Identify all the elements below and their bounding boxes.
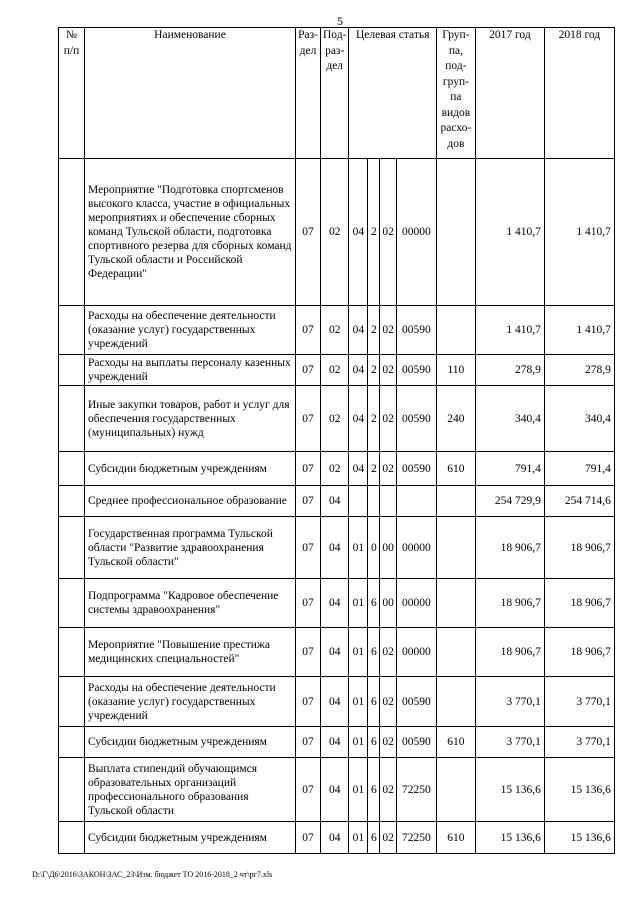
row-name: Мероприятие "Подготовка спортсменов высокого класса, участие в официальных мероприятиях и обеспечение сборных команд Тульской области, подготовка спортивного резерва для сборных команд Тульской области и Российской Федерации" bbox=[85, 159, 296, 306]
row-cs-event: 02 bbox=[380, 386, 397, 452]
row-vid-rashodov bbox=[436, 758, 475, 822]
row-2018: 18 906,7 bbox=[544, 579, 614, 628]
row-vid-rashodov bbox=[436, 677, 475, 727]
row-razdel: 07 bbox=[296, 727, 321, 758]
table-row bbox=[59, 386, 615, 452]
row-vid-rashodov bbox=[436, 517, 475, 579]
row-2017: 791,4 bbox=[475, 452, 544, 486]
row-2017: 254 729,9 bbox=[475, 486, 544, 517]
row-podrazdel: 04 bbox=[321, 758, 349, 822]
row-2018: 791,4 bbox=[544, 452, 614, 486]
row-cs-subprogram: 2 bbox=[368, 355, 380, 386]
row-vid-rashodov bbox=[436, 628, 475, 677]
row-num bbox=[59, 159, 85, 306]
row-cs-direction: 00590 bbox=[396, 727, 436, 758]
row-cs-subprogram: 6 bbox=[368, 758, 380, 822]
row-cs-event: 02 bbox=[380, 727, 397, 758]
row-2017: 18 906,7 bbox=[475, 517, 544, 579]
row-2017: 1 410,7 bbox=[475, 306, 544, 355]
row-num bbox=[59, 758, 85, 822]
table-row bbox=[59, 822, 615, 854]
row-cs-subprogram: 6 bbox=[368, 822, 380, 854]
row-2018: 340,4 bbox=[544, 386, 614, 452]
row-cs-direction: 00590 bbox=[396, 306, 436, 355]
row-cs-event: 02 bbox=[380, 452, 397, 486]
row-razdel: 07 bbox=[296, 452, 321, 486]
row-2018: 1 410,7 bbox=[544, 159, 614, 306]
row-cs-direction: 72250 bbox=[396, 822, 436, 854]
row-name: Подпрограмма "Кадровое обеспечение системы здравоохранения" bbox=[85, 579, 296, 628]
row-num bbox=[59, 727, 85, 758]
row-cs-subprogram bbox=[368, 486, 380, 517]
row-cs-program: 04 bbox=[349, 306, 368, 355]
row-2018: 15 136,6 bbox=[544, 758, 614, 822]
row-name: Выплата стипендий обучающимся образовательных организаций профессионального образования Тульской области bbox=[85, 758, 296, 822]
row-name: Среднее профессиональное образование bbox=[85, 486, 296, 517]
row-name: Расходы на выплаты персоналу казенных учреждений bbox=[85, 355, 296, 386]
row-razdel: 07 bbox=[296, 486, 321, 517]
row-cs-event: 02 bbox=[380, 159, 397, 306]
table-row bbox=[59, 628, 615, 677]
row-cs-subprogram: 2 bbox=[368, 386, 380, 452]
row-razdel: 07 bbox=[296, 517, 321, 579]
row-cs-direction: 00000 bbox=[396, 517, 436, 579]
row-num bbox=[59, 306, 85, 355]
row-vid-rashodov: 610 bbox=[436, 727, 475, 758]
row-cs-event: 02 bbox=[380, 822, 397, 854]
row-2017: 278,9 bbox=[475, 355, 544, 386]
row-cs-subprogram: 6 bbox=[368, 579, 380, 628]
header-name: Наименование bbox=[85, 28, 296, 159]
row-2018: 18 906,7 bbox=[544, 517, 614, 579]
row-name: Субсидии бюджетным учреждениям bbox=[85, 452, 296, 486]
table-row bbox=[59, 355, 615, 386]
row-cs-program: 01 bbox=[349, 758, 368, 822]
row-name: Иные закупки товаров, работ и услуг для обеспечения государственных (муниципальных) нужд bbox=[85, 386, 296, 452]
row-cs-direction: 00590 bbox=[396, 677, 436, 727]
row-cs-event bbox=[380, 486, 397, 517]
row-podrazdel: 04 bbox=[321, 517, 349, 579]
row-2017: 18 906,7 bbox=[475, 628, 544, 677]
row-podrazdel: 04 bbox=[321, 486, 349, 517]
row-num bbox=[59, 677, 85, 727]
row-cs-subprogram: 6 bbox=[368, 628, 380, 677]
row-2018: 18 906,7 bbox=[544, 628, 614, 677]
row-cs-subprogram: 2 bbox=[368, 452, 380, 486]
row-2017: 3 770,1 bbox=[475, 677, 544, 727]
row-cs-direction: 00590 bbox=[396, 452, 436, 486]
row-cs-direction: 00000 bbox=[396, 579, 436, 628]
row-2018: 15 136,6 bbox=[544, 822, 614, 854]
row-name: Государственная программа Тульской области "Развитие здравоохранения Тульской области" bbox=[85, 517, 296, 579]
row-cs-direction: 00000 bbox=[396, 628, 436, 677]
row-2018: 278,9 bbox=[544, 355, 614, 386]
row-2017: 1 410,7 bbox=[475, 159, 544, 306]
row-cs-direction: 72250 bbox=[396, 758, 436, 822]
row-vid-rashodov bbox=[436, 579, 475, 628]
row-2017: 15 136,6 bbox=[475, 822, 544, 854]
row-razdel: 07 bbox=[296, 677, 321, 727]
row-name: Расходы на обеспечение деятельности (оказание услуг) государственных учреждений bbox=[85, 677, 296, 727]
row-razdel: 07 bbox=[296, 758, 321, 822]
row-vid-rashodov: 240 bbox=[436, 386, 475, 452]
row-cs-program: 01 bbox=[349, 727, 368, 758]
table-row bbox=[59, 758, 615, 822]
table-row bbox=[59, 486, 615, 517]
row-podrazdel: 04 bbox=[321, 677, 349, 727]
header-2018: 2018 год bbox=[544, 28, 614, 159]
row-podrazdel: 02 bbox=[321, 355, 349, 386]
row-razdel: 07 bbox=[296, 159, 321, 306]
row-cs-program: 04 bbox=[349, 159, 368, 306]
table-row bbox=[59, 159, 615, 306]
row-cs-event: 02 bbox=[380, 355, 397, 386]
row-vid-rashodov: 610 bbox=[436, 452, 475, 486]
header-2017: 2017 год bbox=[475, 28, 544, 159]
row-num bbox=[59, 386, 85, 452]
row-num bbox=[59, 822, 85, 854]
page-number: 5 bbox=[337, 14, 343, 28]
row-cs-direction: 00590 bbox=[396, 386, 436, 452]
row-cs-subprogram: 2 bbox=[368, 159, 380, 306]
row-cs-program: 04 bbox=[349, 355, 368, 386]
row-podrazdel: 04 bbox=[321, 727, 349, 758]
row-2017: 15 136,6 bbox=[475, 758, 544, 822]
footer-file-path: D:\Г\Д6\2016\ЗАКОН\ЗАС_23\Изм. бюджет ТО 2016-2018_2 чт\рг7.xls bbox=[32, 870, 273, 879]
row-podrazdel: 02 bbox=[321, 159, 349, 306]
budget-table bbox=[58, 27, 615, 854]
row-name: Расходы на обеспечение деятельности (оказание услуг) государственных учреждений bbox=[85, 306, 296, 355]
row-vid-rashodov bbox=[436, 159, 475, 306]
row-2017: 340,4 bbox=[475, 386, 544, 452]
row-razdel: 07 bbox=[296, 822, 321, 854]
row-cs-subprogram: 6 bbox=[368, 727, 380, 758]
row-razdel: 07 bbox=[296, 628, 321, 677]
row-num bbox=[59, 452, 85, 486]
row-podrazdel: 04 bbox=[321, 628, 349, 677]
header-num: № п/п bbox=[59, 28, 85, 159]
row-cs-direction bbox=[396, 486, 436, 517]
table-row bbox=[59, 579, 615, 628]
header-razdel: Раз-дел bbox=[296, 28, 321, 159]
row-podrazdel: 02 bbox=[321, 386, 349, 452]
row-name: Субсидии бюджетным учреждениям bbox=[85, 822, 296, 854]
row-cs-program: 01 bbox=[349, 677, 368, 727]
row-vid-rashodov: 610 bbox=[436, 822, 475, 854]
row-cs-event: 02 bbox=[380, 306, 397, 355]
row-num bbox=[59, 628, 85, 677]
row-2018: 254 714,6 bbox=[544, 486, 614, 517]
table-row bbox=[59, 677, 615, 727]
row-cs-subprogram: 0 bbox=[368, 517, 380, 579]
row-vid-rashodov bbox=[436, 486, 475, 517]
row-podrazdel: 04 bbox=[321, 822, 349, 854]
row-cs-subprogram: 2 bbox=[368, 306, 380, 355]
row-razdel: 07 bbox=[296, 386, 321, 452]
row-name: Субсидии бюджетным учреждениям bbox=[85, 727, 296, 758]
row-num bbox=[59, 579, 85, 628]
row-cs-program: 01 bbox=[349, 822, 368, 854]
row-name: Мероприятие "Повышение престижа медицинских специальностей" bbox=[85, 628, 296, 677]
row-razdel: 07 bbox=[296, 579, 321, 628]
table-header-row bbox=[59, 28, 615, 159]
row-podrazdel: 02 bbox=[321, 306, 349, 355]
table-row bbox=[59, 727, 615, 758]
table-row bbox=[59, 306, 615, 355]
row-cs-event: 02 bbox=[380, 677, 397, 727]
row-num bbox=[59, 486, 85, 517]
table-body bbox=[59, 159, 615, 854]
row-2018: 3 770,1 bbox=[544, 727, 614, 758]
row-2018: 1 410,7 bbox=[544, 306, 614, 355]
row-razdel: 07 bbox=[296, 306, 321, 355]
row-cs-program: 01 bbox=[349, 517, 368, 579]
header-celevaya-statya: Целевая статья bbox=[349, 28, 437, 159]
row-cs-program: 04 bbox=[349, 386, 368, 452]
table-row bbox=[59, 452, 615, 486]
row-num bbox=[59, 355, 85, 386]
row-cs-direction: 00000 bbox=[396, 159, 436, 306]
row-cs-program: 01 bbox=[349, 579, 368, 628]
row-cs-program bbox=[349, 486, 368, 517]
header-podrazdel: Под-раз-дел bbox=[321, 28, 349, 159]
row-cs-event: 02 bbox=[380, 628, 397, 677]
row-razdel: 07 bbox=[296, 355, 321, 386]
row-2017: 3 770,1 bbox=[475, 727, 544, 758]
row-cs-direction: 00590 bbox=[396, 355, 436, 386]
row-2017: 18 906,7 bbox=[475, 579, 544, 628]
row-2018: 3 770,1 bbox=[544, 677, 614, 727]
table-row bbox=[59, 517, 615, 579]
row-vid-rashodov: 110 bbox=[436, 355, 475, 386]
row-cs-subprogram: 6 bbox=[368, 677, 380, 727]
row-cs-event: 02 bbox=[380, 758, 397, 822]
row-vid-rashodov bbox=[436, 306, 475, 355]
header-gruppa-vidov: Груп-па, под-груп-па видов расхо-дов bbox=[436, 28, 475, 159]
row-num bbox=[59, 517, 85, 579]
row-cs-program: 04 bbox=[349, 452, 368, 486]
row-cs-event: 00 bbox=[380, 579, 397, 628]
row-podrazdel: 04 bbox=[321, 579, 349, 628]
row-cs-program: 01 bbox=[349, 628, 368, 677]
row-podrazdel: 02 bbox=[321, 452, 349, 486]
row-cs-event: 00 bbox=[380, 517, 397, 579]
